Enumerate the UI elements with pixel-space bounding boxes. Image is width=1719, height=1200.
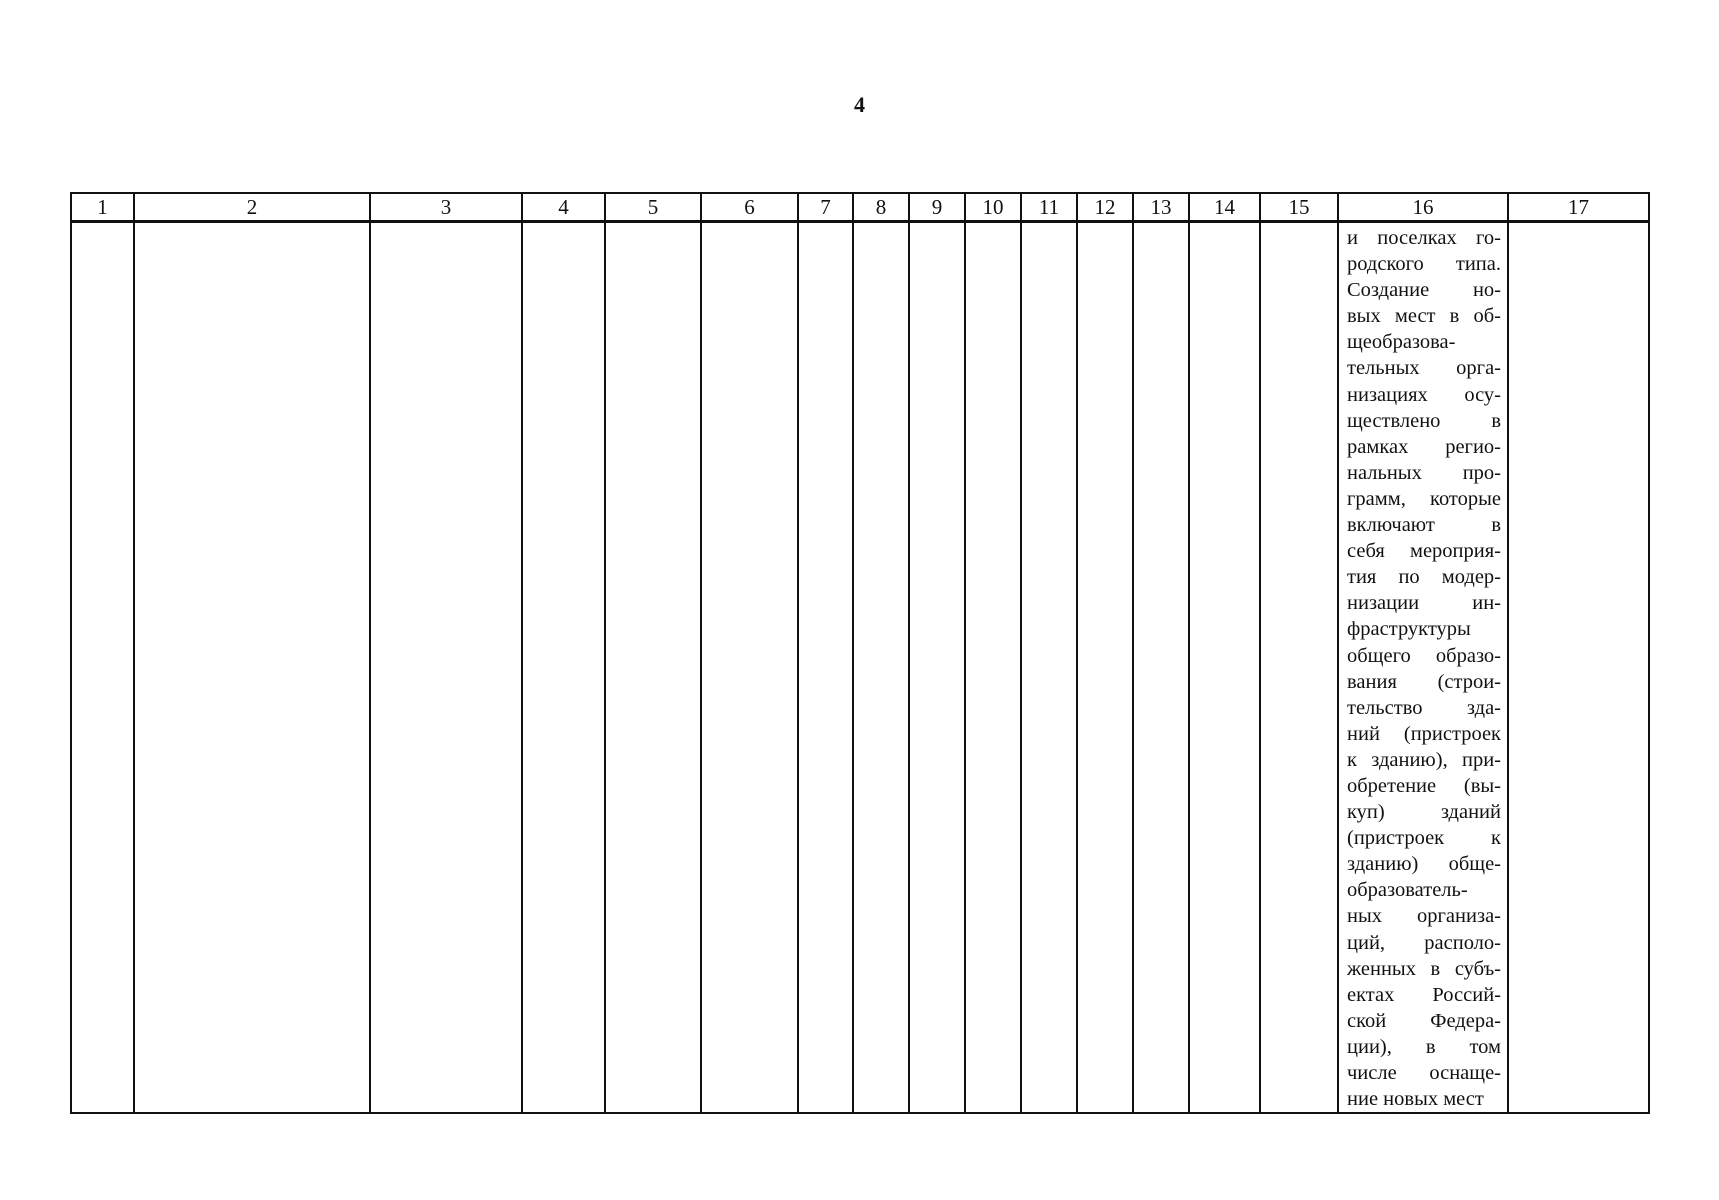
text-line: общего образо- xyxy=(1347,644,1501,667)
text-line: ектах Россий- xyxy=(1347,983,1501,1006)
text-line: щеобразова- xyxy=(1347,331,1456,354)
text-line: вания (строи- xyxy=(1347,670,1501,693)
text-line: тельных орга- xyxy=(1347,357,1501,380)
text-line: ние новых мест xyxy=(1347,1088,1484,1111)
column-header-15: 15 xyxy=(1260,193,1338,222)
text-line: низации ин- xyxy=(1347,592,1501,615)
column-header-5: 5 xyxy=(605,193,701,222)
column-header-9: 9 xyxy=(909,193,965,222)
text-line: образователь- xyxy=(1347,879,1468,902)
table-cell-17 xyxy=(1508,222,1649,1114)
text-line: тия по модер- xyxy=(1347,566,1501,589)
column-header-6: 6 xyxy=(701,193,798,222)
column-header-7: 7 xyxy=(798,193,853,222)
table-cell-15 xyxy=(1260,222,1338,1114)
text-line: ществлено в xyxy=(1347,409,1501,432)
text-line: ных организа- xyxy=(1347,905,1501,928)
table-cell-6 xyxy=(701,222,798,1114)
table-cell-12 xyxy=(1077,222,1133,1114)
text-line: ний (пристроек xyxy=(1347,722,1501,745)
table-cell-3 xyxy=(370,222,522,1114)
page-number: 4 xyxy=(854,92,865,117)
table-cell-13 xyxy=(1133,222,1189,1114)
text-line: грамм, которые xyxy=(1347,487,1501,510)
text-line: рамках регио- xyxy=(1347,435,1501,458)
text-line: ций, располо- xyxy=(1347,931,1501,954)
column-header-12: 12 xyxy=(1077,193,1133,222)
table-cell-10 xyxy=(965,222,1021,1114)
table-cell-14 xyxy=(1189,222,1260,1114)
text-line: тельство зда- xyxy=(1347,696,1501,719)
header-row xyxy=(71,193,1649,222)
text-line: зданию) обще- xyxy=(1347,853,1501,876)
table-row xyxy=(71,222,1649,1114)
text-line: и поселках го- xyxy=(1347,227,1501,249)
table-cell-7 xyxy=(798,222,853,1114)
table-cell-2 xyxy=(134,222,370,1114)
column-header-4: 4 xyxy=(522,193,605,222)
table-cell-5 xyxy=(605,222,701,1114)
text-line: числе оснаще- xyxy=(1347,1062,1501,1084)
text-line: (пристроек к xyxy=(1347,827,1501,850)
table-cell-11 xyxy=(1021,222,1077,1114)
text-line: ской Федера- xyxy=(1347,1009,1501,1032)
column-header-1: 1 xyxy=(71,193,134,222)
table-cell-9 xyxy=(909,222,965,1114)
text-line: Создание но- xyxy=(1347,279,1501,302)
text-line: фраструктуры xyxy=(1347,618,1471,641)
column-header-11: 11 xyxy=(1021,193,1077,222)
table-cell-4 xyxy=(522,222,605,1114)
text-line: включают в xyxy=(1347,514,1501,537)
column-header-10: 10 xyxy=(965,193,1021,222)
text-line: куп) зданий xyxy=(1347,801,1501,824)
text-line: к зданию), при- xyxy=(1347,748,1501,771)
column-header-17: 17 xyxy=(1508,193,1649,222)
text-line: родского типа. xyxy=(1347,253,1501,276)
column-header-8: 8 xyxy=(853,193,909,222)
column-header-2: 2 xyxy=(134,193,370,222)
text-line: нальных про- xyxy=(1347,461,1501,484)
text-line: женных в субъ- xyxy=(1347,957,1501,980)
column-header-14: 14 xyxy=(1189,193,1260,222)
text-line: низациях осу- xyxy=(1347,383,1501,406)
text-line: себя мероприя- xyxy=(1347,540,1501,563)
text-line: ции), в том xyxy=(1347,1035,1501,1058)
column-header-13: 13 xyxy=(1133,193,1189,222)
continuation-table xyxy=(70,192,1650,1114)
table-cell-1 xyxy=(71,222,134,1114)
column-header-3: 3 xyxy=(370,193,522,222)
column-header-16: 16 xyxy=(1338,193,1508,222)
table-cell-8 xyxy=(853,222,909,1114)
text-line: обретение (вы- xyxy=(1347,774,1501,797)
table-cell-16-text xyxy=(1338,222,1508,1114)
text-line: вых мест в об- xyxy=(1347,305,1501,328)
